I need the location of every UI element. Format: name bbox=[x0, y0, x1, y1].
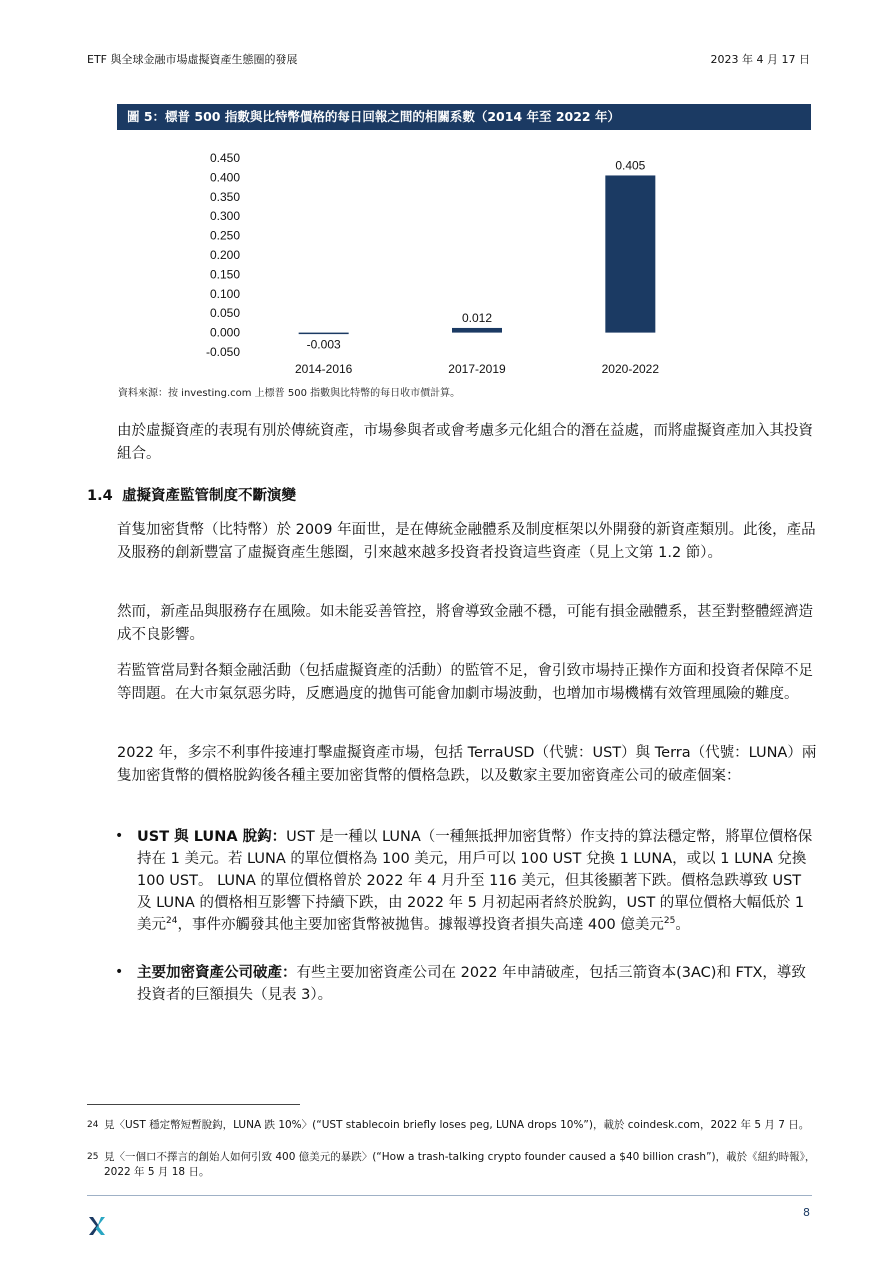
section-number: 1.4 bbox=[87, 488, 113, 504]
bullet-ust-luna-heading: UST 與 LUNA 脫鈎： bbox=[137, 829, 287, 845]
y-tick-label: 0.300 bbox=[209, 209, 240, 224]
y-tick-label: -0.050 bbox=[205, 345, 240, 359]
y-tick-label: 0.400 bbox=[209, 170, 240, 185]
figure-title: 圖 5：標普 500 指數與比特幣價格的每日回報之間的相關系數（2014 年至 2022 年） bbox=[117, 104, 811, 130]
figure-source: 資料來源：按 investing.com 上標普 500 指數與比特幣的每日收市價計算。 bbox=[118, 388, 461, 399]
data-label: -0.003 bbox=[306, 337, 341, 352]
y-tick-label: 0.150 bbox=[209, 267, 240, 282]
bullet-ust-luna-text-2: ，事件亦觸發其他主要加密貨幣被拋售。據報導投資者損失高達 400 億美元 bbox=[177, 917, 664, 933]
footnote-ref-25[interactable]: 25 bbox=[663, 916, 676, 927]
paragraph-2022-events: 2022 年，多宗不利事件接連打擊虛擬資產市場，包括 TerraUSD（代號：UST）與 Terra（代號：LUNA）兩隻加密貨幣的價格脫鈎後各種主要加密貨幣的價格急跌，以及數家主要加密資產公司的破產個案： bbox=[117, 745, 817, 784]
x-category-label: 2014-2016 bbox=[294, 362, 353, 376]
x-category-label: 2020-2022 bbox=[601, 362, 660, 376]
y-tick-label: 0.450 bbox=[209, 151, 240, 165]
section-title: 虛擬資產監管制度不斷演變 bbox=[122, 488, 297, 504]
bullet-dot: • bbox=[115, 964, 124, 980]
data-label: 0.405 bbox=[615, 158, 646, 173]
footnote-number: 24 bbox=[87, 1120, 99, 1130]
bullet-dot: • bbox=[115, 828, 124, 844]
y-tick-label: 0.350 bbox=[209, 189, 240, 204]
footnote-text: 見〈一個口不擇言的創始人如何引致 400 億美元的暴跌〉(“How a trash-talking crypto founder caused a $40 billion crash”)，載於《紐約時報》，2022 年 5 月 18 日。 bbox=[104, 1151, 816, 1178]
hkex-logo-icon bbox=[86, 1215, 108, 1237]
bar bbox=[452, 328, 502, 333]
bullet-ust-luna-text: UST 是一種以 LUNA（一種無抵押加密貨幣）作支持的算法穩定幣，將單位價格保持在 1 美元。若 LUNA 的單位價格為 100 美元，用戶可以 100 UST 兌換 1 LUNA，或以 1 LUNA 兌換 100 UST。 LUNA 的單位價格曾於 2022 年 4 月升至 116 美元，但其後顯著下跌。價格急跌導致 UST 及 LUNA 的價格相互影響下持續下跌，由 2022 年 5 月初起兩者終於脫鈎，UST 的單位價格大幅低於 1 美元 bbox=[137, 829, 813, 933]
y-tick-label: 0.200 bbox=[209, 248, 240, 262]
x-category-label: 2017-2019 bbox=[448, 362, 506, 376]
data-label: 0.012 bbox=[461, 310, 493, 325]
bar bbox=[605, 175, 655, 332]
bullet-ust-luna bbox=[137, 826, 817, 936]
paragraph-supervision: 若監管當局對各類金融活動（包括虛擬資產的活動）的監管不足，會引致市場持正操作方面和投資者保障不足等問題。在大市氣氛惡劣時，反應過度的拋售可能會加劇市場波動，也增加市場機構有效管理風險的難度。 bbox=[117, 663, 813, 702]
footnote-ref-24[interactable]: 24 bbox=[166, 916, 178, 927]
bullet-bankruptcies-text: 有些主要加密資產公司在 2022 年申請破產，包括三箭資本(3AC)和 FTX，導致投資者的巨額損失（見表 3）。 bbox=[137, 965, 806, 1003]
bullet-bankruptcies-heading: 主要加密資產公司破產： bbox=[137, 965, 297, 981]
section-heading bbox=[87, 484, 296, 505]
y-tick-label: 0.100 bbox=[209, 286, 240, 301]
paragraph-risks: 然而，新產品與服務存在風險。如未能妥善管控，將會導致金融不穩，可能有損金融體系，甚至對整體經濟造成不良影響。 bbox=[117, 604, 813, 643]
document-header-title: ETF 與全球金融市場虛擬資產生態圈的發展 bbox=[87, 53, 298, 66]
y-tick-label: 0.050 bbox=[209, 306, 240, 321]
document-header-date: 2023 年 4 月 17 日 bbox=[710, 53, 810, 66]
footnote-divider bbox=[87, 1104, 300, 1105]
correlation-bar-chart bbox=[117, 140, 811, 385]
y-tick-label: 0.000 bbox=[209, 325, 240, 340]
footnote-number: 25 bbox=[87, 1152, 99, 1162]
footer-divider bbox=[87, 1195, 812, 1196]
bar bbox=[299, 333, 349, 335]
paragraph-diversification: 由於虛擬資產的表現有別於傳統資產，市場參與者或會考慮多元化組合的潛在益處，而將虛擬資產加入其投資組合。 bbox=[117, 423, 813, 462]
bullet-bankruptcies bbox=[137, 962, 817, 1006]
footnote-text: 見〈UST 穩定幣短暫脫鈎，LUNA 跌 10%〉(“UST stablecoin briefly loses peg, LUNA drops 10%”)，載於 coindesk.com，2022 年 5 月 7 日。 bbox=[104, 1119, 810, 1131]
page-number: 8 bbox=[803, 1206, 810, 1219]
paragraph-bitcoin-history: 首隻加密貨幣（比特幣）於 2009 年面世，是在傳統金融體系及制度框架以外開發的新資產類別。此後，產品及服務的創新豐富了虛擬資產生態圈，引來越來越多投資者投資這些資產（見上文第 1.2 節）。 bbox=[117, 522, 816, 561]
y-tick-label: 0.250 bbox=[209, 228, 240, 243]
bullet-ust-luna-text-3: 。 bbox=[675, 917, 690, 933]
